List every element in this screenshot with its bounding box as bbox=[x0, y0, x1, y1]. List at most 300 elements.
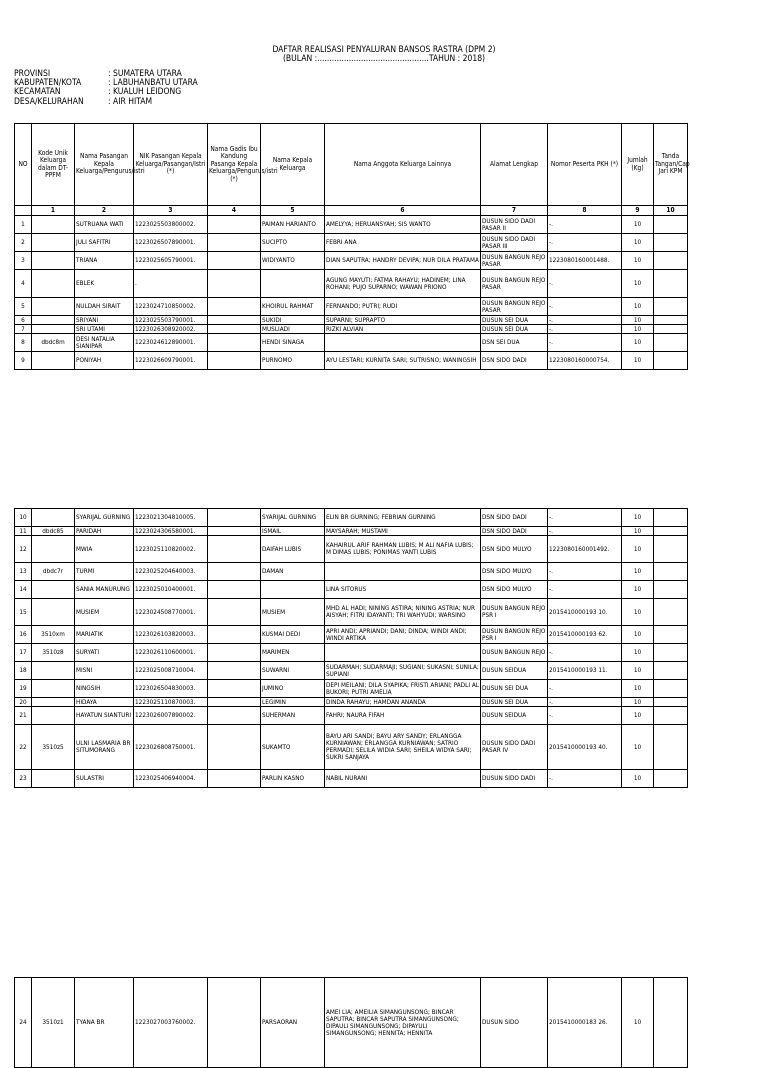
table-row bbox=[15, 563, 688, 581]
cell-pasangan: HAYATUN SIANTURI bbox=[75, 707, 134, 725]
cell-pasangan: ULNI LASMARIA BR SITUMORANG bbox=[75, 725, 134, 770]
cell-pkh: -. bbox=[548, 298, 622, 316]
cell-no: 17 bbox=[15, 644, 32, 662]
cell-alamat: DUSUN SEIDUA bbox=[481, 707, 548, 725]
cell-kepala: SUCIPTO bbox=[261, 234, 325, 252]
info-label: KECAMATAN bbox=[14, 87, 61, 98]
table-row bbox=[15, 581, 688, 599]
cell-kode bbox=[32, 581, 75, 599]
cell-no: 14 bbox=[15, 581, 32, 599]
cell-anggota: AMELYYA; HERUANSYAH; SIS WANTO bbox=[325, 216, 481, 234]
cell-gadis bbox=[208, 626, 261, 644]
cell-pasangan: TYANA BR bbox=[75, 978, 134, 1068]
cell-kepala: PARLIN KASNO bbox=[261, 770, 325, 788]
cell-no: 10 bbox=[15, 509, 32, 527]
cell-kepala: SUKIDI bbox=[261, 316, 325, 325]
cell-ttd[interactable] bbox=[654, 252, 688, 270]
cell-nik: 1223026110600001. bbox=[134, 644, 208, 662]
cell-pkh: 2015410000193 62. bbox=[548, 626, 622, 644]
cell-gadis bbox=[208, 563, 261, 581]
cell-kode bbox=[32, 252, 75, 270]
cell-nik: 1223026504830003. bbox=[134, 680, 208, 698]
column-number: 4 bbox=[208, 206, 261, 216]
cell-nik: 1223024306580001. bbox=[134, 527, 208, 536]
cell-kode bbox=[32, 234, 75, 252]
cell-anggota: NABIL NURANI bbox=[325, 770, 481, 788]
cell-no: 19 bbox=[15, 680, 32, 698]
cell-kode bbox=[32, 662, 75, 680]
cell-kepala: SUHERMAN bbox=[261, 707, 325, 725]
cell-anggota: APRI ANDI; APRIANDI; DANI; DINDA; WINDI ANDI; WINDI ARTIKA bbox=[325, 626, 481, 644]
info-value: : SUMATERA UTARA bbox=[108, 69, 182, 79]
cell-alamat: DUSUN SIDO DADI PASAR II bbox=[481, 216, 548, 234]
column-header: Nama Gadis Ibu Kandung Pasanga Kepala Keluarga/Pengurus/istri (*) bbox=[208, 124, 261, 206]
cell-nik: 1223024612890001. bbox=[134, 334, 208, 352]
cell-kepala: PARSAORAN bbox=[261, 978, 325, 1068]
cell-no: 5 bbox=[15, 298, 32, 316]
cell-kode bbox=[32, 680, 75, 698]
column-number: 9 bbox=[622, 206, 654, 216]
cell-nik: 1223026103820003. bbox=[134, 626, 208, 644]
cell-gadis bbox=[208, 707, 261, 725]
cell-anggota: FEBRI ANA bbox=[325, 234, 481, 252]
cell-kode bbox=[32, 509, 75, 527]
table-row bbox=[15, 536, 688, 563]
cell-kepala bbox=[261, 581, 325, 599]
cell-pkh: 2015410000183 26. bbox=[548, 978, 622, 1068]
cell-nik: 1223026308920002. bbox=[134, 325, 208, 334]
table-row bbox=[15, 680, 688, 698]
cell-pasangan: NULDAH SIRAIT bbox=[75, 298, 134, 316]
table-row bbox=[15, 770, 688, 788]
cell-anggota: KAHAIRUL ARIF RAHMAN LUBIS; M ALI NAFIA LUBIS; M DIMAS LUBIS; PONIMAS YANTI LUBIS bbox=[325, 536, 481, 563]
cell-nik: 1223026609790001. bbox=[134, 352, 208, 370]
cell-anggota bbox=[325, 563, 481, 581]
cell-pkh: 1223080160001488. bbox=[548, 252, 622, 270]
cell-kode bbox=[32, 352, 75, 370]
cell-pasangan: DESI NATALIA SIANIPAR bbox=[75, 334, 134, 352]
cell-anggota: AMEI LIA; AMEILIA SIMANGUNSONG; BINCAR SAPUTRA; BINCAR SAPUTRA SIMANGUNSONG; DIPAULI SIMANGUNSONG; DIPAYULI SIMANGUNSONG; HENNITA; HENNITA bbox=[325, 978, 481, 1068]
cell-kepala: SUWARNI bbox=[261, 662, 325, 680]
cell-pkh: -. bbox=[548, 509, 622, 527]
column-header: Nama Anggota Keluarga Lainnya bbox=[325, 124, 481, 206]
cell-anggota: SUPARNI; SUPRAPTO bbox=[325, 316, 481, 325]
cell-ttd[interactable] bbox=[654, 698, 688, 707]
cell-ttd[interactable] bbox=[654, 644, 688, 662]
cell-anggota: AYU LESTARI; KURNITA SARI; SUTRISNO; WANINGSIH bbox=[325, 352, 481, 370]
cell-kode: 3510z1 bbox=[32, 978, 75, 1068]
cell-anggota: DIAN SAPUTRA; HANDRY DEVIPA; NUR DILA PRATAMA bbox=[325, 252, 481, 270]
cell-nik: 1223026808750001. bbox=[134, 725, 208, 770]
cell-jumlah: 10 bbox=[622, 626, 654, 644]
cell-alamat: DUSUN BANGUN REJO PSR I bbox=[481, 599, 548, 626]
cell-kode bbox=[32, 698, 75, 707]
cell-nik: 1223027003760002. bbox=[134, 978, 208, 1068]
cell-alamat: DUSUN SEI DUA bbox=[481, 680, 548, 698]
cell-kode bbox=[32, 216, 75, 234]
cell-nik: 1223024508770001. bbox=[134, 599, 208, 626]
cell-pasangan: SRIYANI bbox=[75, 316, 134, 325]
cell-alamat: DUSUN SEI DUA bbox=[481, 316, 548, 325]
cell-pkh: -. bbox=[548, 581, 622, 599]
cell-gadis bbox=[208, 644, 261, 662]
cell-ttd[interactable] bbox=[654, 270, 688, 298]
column-header: Kode Unik Keluarga dalam DT-PPFM bbox=[32, 124, 75, 206]
cell-no: 22 bbox=[15, 725, 32, 770]
cell-pasangan: TURMI bbox=[75, 563, 134, 581]
cell-alamat: DUSUN SIDO DADI PASAR IV bbox=[481, 725, 548, 770]
cell-nik: 1223025010400001. bbox=[134, 581, 208, 599]
cell-pkh: -. bbox=[548, 707, 622, 725]
table-row bbox=[15, 234, 688, 252]
cell-pasangan: NINGSIH bbox=[75, 680, 134, 698]
cell-pkh: -. bbox=[548, 270, 622, 298]
cell-ttd[interactable] bbox=[654, 509, 688, 527]
cell-gadis bbox=[208, 536, 261, 563]
cell-alamat: DSN SIDO DADI bbox=[481, 352, 548, 370]
cell-jumlah: 10 bbox=[622, 644, 654, 662]
cell-pkh: -. bbox=[548, 234, 622, 252]
cell-gadis bbox=[208, 352, 261, 370]
cell-no: 3 bbox=[15, 252, 32, 270]
cell-pasangan: HIDAYA bbox=[75, 698, 134, 707]
column-header: Nama Kepala Keluarga bbox=[261, 124, 325, 206]
cell-jumlah: 10 bbox=[622, 978, 654, 1068]
info-label: DESA/KELURAHAN bbox=[14, 96, 84, 107]
cell-kepala: PURNOMO bbox=[261, 352, 325, 370]
cell-nik: 1223025110870003. bbox=[134, 698, 208, 707]
cell-kode: 3510z8 bbox=[32, 644, 75, 662]
column-number: 8 bbox=[548, 206, 622, 216]
cell-jumlah: 10 bbox=[622, 698, 654, 707]
cell-kepala: DAMAN bbox=[261, 563, 325, 581]
cell-pkh: 2015410000193 10. bbox=[548, 599, 622, 626]
cell-pasangan: SURYATI bbox=[75, 644, 134, 662]
cell-kode: 3510z5 bbox=[32, 725, 75, 770]
table-row bbox=[15, 662, 688, 680]
cell-gadis bbox=[208, 698, 261, 707]
cell-gadis bbox=[208, 234, 261, 252]
cell-anggota: RIZKI ALVIAN bbox=[325, 325, 481, 334]
cell-no: 16 bbox=[15, 626, 32, 644]
cell-ttd[interactable] bbox=[654, 599, 688, 626]
table-row bbox=[15, 599, 688, 626]
cell-gadis bbox=[208, 527, 261, 536]
cell-pkh: 2015410000193 11. bbox=[548, 662, 622, 680]
cell-pasangan: PARIDAH bbox=[75, 527, 134, 536]
cell-alamat: DUSUN BANGUN REJO PASAR bbox=[481, 298, 548, 316]
cell-alamat: DSN SIDO MULYO bbox=[481, 563, 548, 581]
cell-ttd[interactable] bbox=[654, 662, 688, 680]
cell-ttd[interactable] bbox=[654, 563, 688, 581]
cell-gadis bbox=[208, 316, 261, 325]
column-header: Nomor Peserta PKH (*) bbox=[548, 124, 622, 206]
column-number: 6 bbox=[325, 206, 481, 216]
cell-kode: dbdc8m bbox=[32, 334, 75, 352]
cell-alamat: DUSUN SIDO bbox=[481, 978, 548, 1068]
cell-pkh: -. bbox=[548, 770, 622, 788]
cell-nik: . bbox=[134, 270, 208, 298]
cell-nik: 1223026507890001. bbox=[134, 234, 208, 252]
cell-pasangan: SYARIJAL GURNING bbox=[75, 509, 134, 527]
cell-kepala: MUSIEM bbox=[261, 599, 325, 626]
table-row bbox=[15, 316, 688, 325]
cell-anggota: SUDARMAH; SUDARMAJI; SUGIANI; SUKASNI; SUNILA; SUPIANI bbox=[326, 662, 479, 678]
cell-kepala: MARIMEN bbox=[261, 644, 325, 662]
cell-jumlah: 10 bbox=[622, 234, 654, 252]
cell-jumlah: 10 bbox=[622, 536, 654, 563]
table-row bbox=[15, 644, 688, 662]
column-number-row bbox=[15, 206, 688, 216]
cell-ttd[interactable] bbox=[654, 298, 688, 316]
cell-kode bbox=[32, 536, 75, 563]
cell-gadis bbox=[208, 770, 261, 788]
table-row bbox=[15, 978, 688, 1068]
cell-nik: 1223025503790001. bbox=[134, 316, 208, 325]
table-row bbox=[15, 325, 688, 334]
cell-kode: dbdc85 bbox=[32, 527, 75, 536]
cell-ttd[interactable] bbox=[654, 707, 688, 725]
cell-jumlah: 10 bbox=[622, 563, 654, 581]
column-number-empty bbox=[15, 206, 32, 216]
cell-pasangan: MWIA bbox=[75, 536, 134, 563]
cell-pkh: 2015410000193 40. bbox=[548, 725, 622, 770]
cell-pkh: -. bbox=[548, 334, 622, 352]
cell-ttd[interactable] bbox=[654, 334, 688, 352]
cell-alamat: DUSUN SIDO DADI bbox=[481, 770, 548, 788]
cell-kode bbox=[32, 770, 75, 788]
cell-pasangan: TRIANA bbox=[75, 252, 134, 270]
cell-ttd[interactable] bbox=[654, 680, 688, 698]
cell-alamat: DSN SEI DUA bbox=[481, 334, 548, 352]
cell-kepala: SYARIJAL GURNING bbox=[261, 509, 325, 527]
location-info bbox=[14, 70, 198, 107]
column-header: Alamat Lengkap bbox=[481, 124, 548, 206]
table-row bbox=[15, 698, 688, 707]
cell-ttd[interactable] bbox=[654, 325, 688, 334]
table-row bbox=[15, 509, 688, 527]
cell-nik: 1223025110820002. bbox=[134, 536, 208, 563]
info-value: : LABUHANBATU UTARA bbox=[108, 78, 198, 89]
cell-ttd[interactable] bbox=[654, 725, 688, 770]
cell-pasangan: SUTRUANA WATI bbox=[75, 216, 134, 234]
column-number: 2 bbox=[75, 206, 134, 216]
cell-nik: 1223026007890002. bbox=[134, 707, 208, 725]
column-number: 5 bbox=[261, 206, 325, 216]
cell-no: 21 bbox=[15, 707, 32, 725]
cell-kepala: DAIFAH LUBIS bbox=[261, 536, 325, 563]
table-row bbox=[15, 298, 688, 316]
cell-no: 13 bbox=[15, 563, 32, 581]
cell-gadis bbox=[208, 298, 261, 316]
distribution-table-page-3 bbox=[14, 977, 688, 1068]
cell-alamat: DUSUN BANGUN REJO PSR I bbox=[481, 626, 548, 644]
cell-alamat: DSN SIDO MULYO bbox=[481, 536, 548, 563]
column-number: 10 bbox=[654, 206, 688, 216]
cell-kepala: KHOIRUL RAHMAT bbox=[261, 298, 325, 316]
cell-kepala: SUKAMTO bbox=[261, 725, 325, 770]
column-header: Jumlah (Kg) bbox=[622, 124, 654, 206]
cell-pasangan: SULASTRI bbox=[75, 770, 134, 788]
cell-gadis bbox=[208, 509, 261, 527]
cell-nik: 1223025605790001. bbox=[134, 252, 208, 270]
cell-kode bbox=[32, 599, 75, 626]
cell-anggota: AGUNG MAYUTI; FATMA RAHAYU; HADINEM; LINA ROHANI; PUJO SUPARNO; WAWAN PRIONO bbox=[325, 270, 481, 298]
cell-ttd[interactable] bbox=[654, 978, 688, 1068]
cell-no: 15 bbox=[15, 599, 32, 626]
cell-no: 2 bbox=[15, 234, 32, 252]
info-value: : KUALUH LEIDONG bbox=[108, 87, 182, 98]
cell-alamat: DUSUN BANGUN REJO bbox=[481, 644, 548, 662]
cell-jumlah: 10 bbox=[622, 334, 654, 352]
cell-pasangan: EBLEK bbox=[75, 270, 134, 298]
cell-ttd[interactable] bbox=[654, 527, 688, 536]
cell-jumlah: 10 bbox=[622, 581, 654, 599]
cell-jumlah: 10 bbox=[622, 316, 654, 325]
cell-gadis bbox=[208, 252, 261, 270]
cell-pkh: -. bbox=[548, 316, 622, 325]
column-number: 1 bbox=[32, 206, 75, 216]
cell-kepala: LEGIMIN bbox=[261, 698, 325, 707]
column-number: 3 bbox=[134, 206, 208, 216]
cell-jumlah: 10 bbox=[622, 707, 654, 725]
cell-anggota bbox=[325, 644, 481, 662]
cell-gadis bbox=[208, 325, 261, 334]
cell-ttd[interactable] bbox=[654, 626, 688, 644]
table-row bbox=[15, 707, 688, 725]
distribution-table-page-2 bbox=[14, 508, 688, 788]
column-header: Nama Pasangan Kepala Keluarga/Pengurus/istri bbox=[75, 124, 134, 206]
cell-jumlah: 10 bbox=[622, 298, 654, 316]
cell-anggota: ELIN BR GURNING; FEBRIAN GURNING bbox=[325, 509, 481, 527]
cell-pkh: -. bbox=[548, 563, 622, 581]
cell-nik: 1223021304810005. bbox=[134, 509, 208, 527]
cell-ttd[interactable] bbox=[654, 316, 688, 325]
column-header: NIK Pasangan Kepala Keluarga/Pasangan/Istri (*) bbox=[134, 124, 208, 206]
cell-pkh: -. bbox=[548, 325, 622, 334]
cell-kode bbox=[32, 325, 75, 334]
cell-ttd[interactable] bbox=[654, 536, 688, 563]
cell-jumlah: 10 bbox=[622, 252, 654, 270]
cell-anggota: MHD AL HADI; NINING ASTIRA; NINING ASTRIA; NUR AISYAH; FITRI IDAYANTI; TRI WAHYUDI; WARSINO bbox=[325, 599, 481, 626]
cell-pasangan: MISNI bbox=[75, 662, 134, 680]
cell-alamat: DUSUN BANGUN REJO PASAR bbox=[481, 252, 548, 270]
cell-jumlah: 10 bbox=[622, 527, 654, 536]
cell-ttd[interactable] bbox=[654, 581, 688, 599]
cell-kepala: ISMAIL bbox=[261, 527, 325, 536]
cell-no: 1 bbox=[15, 216, 32, 234]
column-header: Tanda Tangan/Cap Jari KPM bbox=[654, 124, 688, 206]
info-desa bbox=[14, 98, 198, 107]
cell-no: 4 bbox=[15, 270, 32, 298]
cell-ttd[interactable] bbox=[654, 352, 688, 370]
cell-no: 9 bbox=[15, 352, 32, 370]
cell-gadis bbox=[208, 334, 261, 352]
cell-kepala: HENDI SINAGA bbox=[261, 334, 325, 352]
cell-pkh: -. bbox=[548, 680, 622, 698]
cell-gadis bbox=[208, 978, 261, 1068]
cell-kepala: KUSMAI DEDI bbox=[261, 626, 325, 644]
cell-no: 18 bbox=[15, 662, 32, 680]
info-label: PROVINSI bbox=[14, 69, 51, 79]
cell-no: 20 bbox=[15, 698, 32, 707]
cell-jumlah: 10 bbox=[622, 599, 654, 626]
cell-alamat: DSN SIDO DADI bbox=[481, 527, 548, 536]
cell-jumlah: 10 bbox=[622, 680, 654, 698]
table-row bbox=[15, 252, 688, 270]
cell-gadis bbox=[208, 725, 261, 770]
cell-anggota: DEPI MEILANI; DILA SYAPIKA; FRISTI ARIANI; PADLI AL BUKORI; PUTRI AMELIA bbox=[326, 680, 479, 696]
cell-no: 11 bbox=[15, 527, 32, 536]
info-label: KABUPATEN/KOTA bbox=[14, 78, 82, 89]
cell-pkh: 1223080160001492. bbox=[548, 536, 622, 563]
cell-pasangan: JULI SAFITRI bbox=[75, 234, 134, 252]
cell-jumlah: 10 bbox=[622, 216, 654, 234]
cell-pkh: -. bbox=[548, 698, 622, 707]
cell-gadis bbox=[208, 216, 261, 234]
cell-gadis bbox=[208, 581, 261, 599]
cell-anggota: DINDA RAHAYU; HAMDAN ANANDA bbox=[325, 698, 481, 707]
cell-no: 6 bbox=[15, 316, 32, 325]
cell-ttd[interactable] bbox=[654, 770, 688, 788]
cell-alamat: DUSUN SIDO DADI PASAR III bbox=[481, 234, 548, 252]
cell-jumlah: 10 bbox=[622, 325, 654, 334]
cell-jumlah: 10 bbox=[622, 770, 654, 788]
cell-anggota: FERNANDO; PUTRI; RUDI bbox=[325, 298, 481, 316]
cell-ttd[interactable] bbox=[654, 216, 688, 234]
cell-anggota: BAYU ARI SANDI; BAYU ARY SANDY; ERLANGGA KURNIAWAN; ERLANGGA KURNIAWAN; SATRIO PERMADI; SELILA WIDIA SARI; SHEILA WIDYA SARI; SUKRI SANJAYA bbox=[325, 725, 481, 770]
document-subtitle: (BULAN :..............................................TAHUN : 2018) bbox=[282, 54, 486, 64]
cell-gadis bbox=[208, 662, 261, 680]
cell-kepala: WIDIYANTO bbox=[261, 252, 325, 270]
cell-kepala: MUSLIADI bbox=[261, 325, 325, 334]
cell-nik: 1223025204640003. bbox=[134, 563, 208, 581]
cell-alamat: DUSUN SEIDUA bbox=[481, 662, 548, 680]
cell-pkh: -. bbox=[548, 216, 622, 234]
cell-kode bbox=[32, 707, 75, 725]
cell-kode bbox=[32, 298, 75, 316]
cell-pkh: -. bbox=[548, 527, 622, 536]
info-value: : AIR HITAM bbox=[108, 96, 153, 107]
cell-kode bbox=[32, 270, 75, 298]
cell-kepala: JUMINO bbox=[261, 680, 325, 698]
cell-gadis bbox=[208, 599, 261, 626]
cell-ttd[interactable] bbox=[654, 234, 688, 252]
cell-alamat: DUSUN SEI DUA bbox=[481, 325, 548, 334]
cell-pkh: 1223080160000754. bbox=[548, 352, 622, 370]
cell-jumlah: 10 bbox=[622, 352, 654, 370]
table-row bbox=[15, 216, 688, 234]
cell-gadis bbox=[208, 680, 261, 698]
cell-no: 7 bbox=[15, 325, 32, 334]
cell-pasangan: SRI UTAMI bbox=[75, 325, 134, 334]
cell-kepala bbox=[261, 270, 325, 298]
cell-pasangan: MARIATIK bbox=[75, 626, 134, 644]
table-row bbox=[15, 527, 688, 536]
cell-anggota bbox=[325, 334, 481, 352]
cell-jumlah: 10 bbox=[622, 509, 654, 527]
cell-anggota: MAYSARAH; MUSTAMI bbox=[325, 527, 481, 536]
cell-no: 12 bbox=[15, 536, 32, 563]
cell-alamat: DSN SIDO DADI bbox=[481, 509, 548, 527]
table-row bbox=[15, 334, 688, 352]
cell-kode bbox=[32, 316, 75, 325]
table-row bbox=[15, 270, 688, 298]
cell-no: 24 bbox=[15, 978, 32, 1068]
cell-alamat: DSN SIDO MULYO bbox=[481, 581, 548, 599]
cell-kode: 3510xm bbox=[32, 626, 75, 644]
cell-anggota: FAHRI; NAURA FIFAH bbox=[325, 707, 481, 725]
